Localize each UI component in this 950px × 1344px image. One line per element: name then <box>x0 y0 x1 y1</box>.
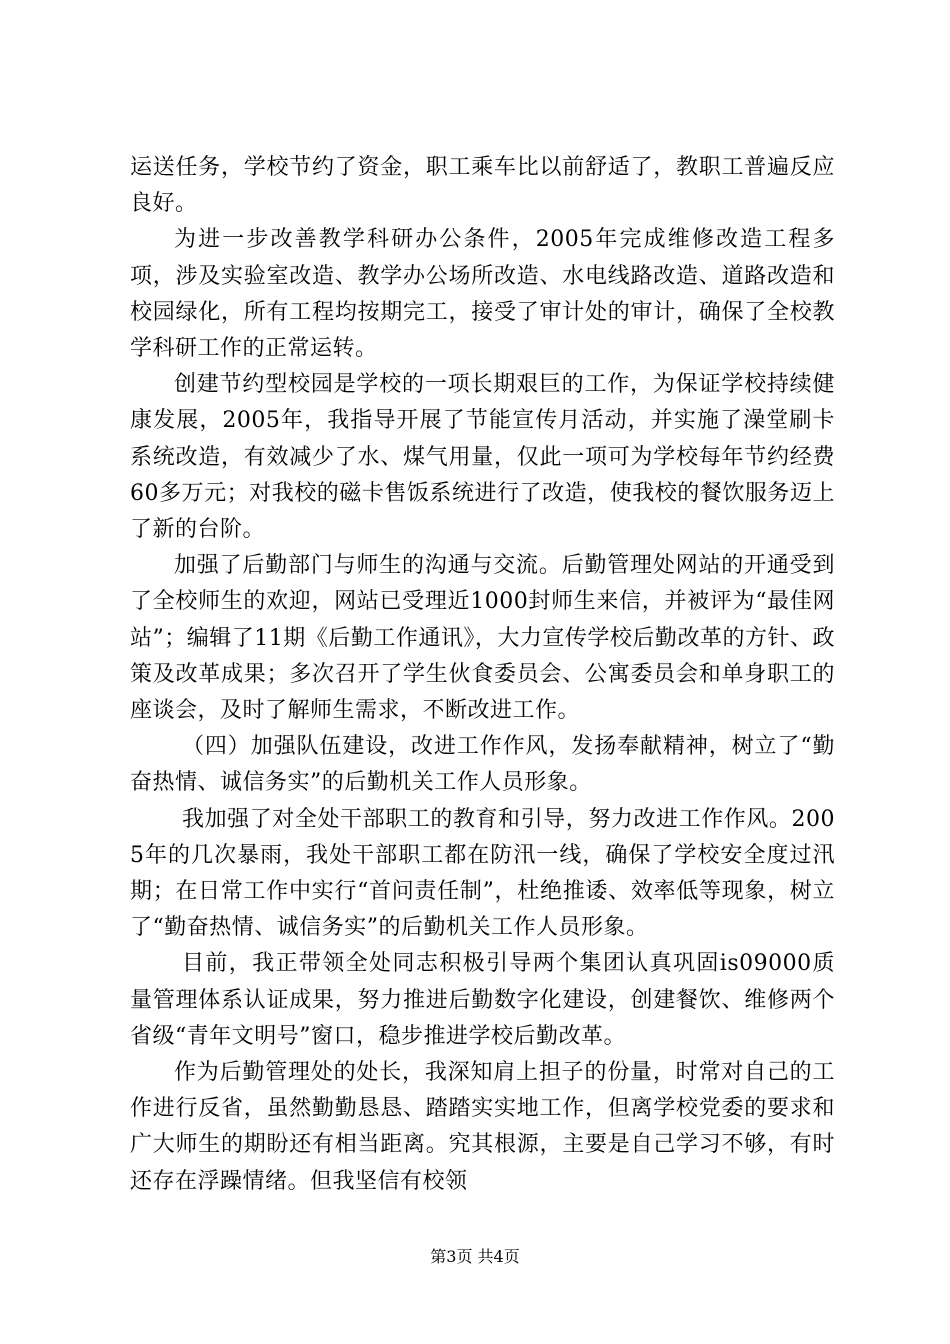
paragraph-6: 我加强了对全处干部职工的教育和引导，努力改进工作作风。2005年的几次暴雨，我处干部职工都在防汛一线，确保了学校安全度过汛期；在日常工作中实行“首问责任制”，杜绝推诿、效率低等现象，树立了“勤奋热情、诚信务实”的后勤机关工作人员形象。 <box>130 806 835 941</box>
paragraph-1: 运送任务，学校节约了资金，职工乘车比以前舒适了，教职工普遍反应良好。 <box>130 155 835 217</box>
paragraph-3: 创建节约型校园是学校的一项长期艰巨的工作，为保证学校持续健康发展，2005年，我指导开展了节能宣传月活动，并实施了澡堂刷卡系统改造，有效减少了水、煤气用量，仅此一项可为学校每年节约经费60多万元；对我校的磁卡售饭系统进行了改造，使我校的餐饮服务迈上了新的台阶。 <box>130 372 835 543</box>
paragraph-8: 作为后勤管理处的处长，我深知肩上担子的份量，时常对自己的工作进行反省，虽然勤勤恳恳、踏踏实实地工作，但离学校党委的要求和广大师生的期盼还有相当距离。究其根源，主要是自己学习不够，有时还存在浮躁情绪。但我坚信有校领 <box>130 1060 835 1194</box>
page-footer: 第3页 共4页 <box>430 1247 520 1266</box>
paragraph-5-section-heading: （四）加强队伍建设，改进工作作风，发扬奉献精神，树立了“勤奋热情、诚信务实”的后勤机关工作人员形象。 <box>130 734 835 796</box>
body-text <box>130 150 835 1200</box>
paragraph-4: 加强了后勤部门与师生的沟通与交流。后勤管理处网站的开通受到了全校师生的欢迎，网站已受理近1000封师生来信，并被评为“最佳网站”；编辑了11期《后勤工作通讯》，大力宣传学校后勤改革的方针、政策及改革成果；多次召开了学生伙食委员会、公寓委员会和单身职工的座谈会，及时了解师生需求，不断改进工作。 <box>130 553 835 724</box>
paragraph-2: 为进一步改善教学科研办公条件，2005年完成维修改造工程多项，涉及实验室改造、教学办公场所改造、水电线路改造、道路改造和校园绿化，所有工程均按期完工，接受了审计处的审计，确保了全校教学科研工作的正常运转。 <box>130 227 835 362</box>
paragraph-7: 目前，我正带领全处同志积极引导两个集团认真巩固is09000质量管理体系认证成果，努力推进后勤数字化建设，创建餐饮、维修两个省级“青年文明号”窗口，稳步推进学校后勤改革。 <box>130 951 835 1049</box>
